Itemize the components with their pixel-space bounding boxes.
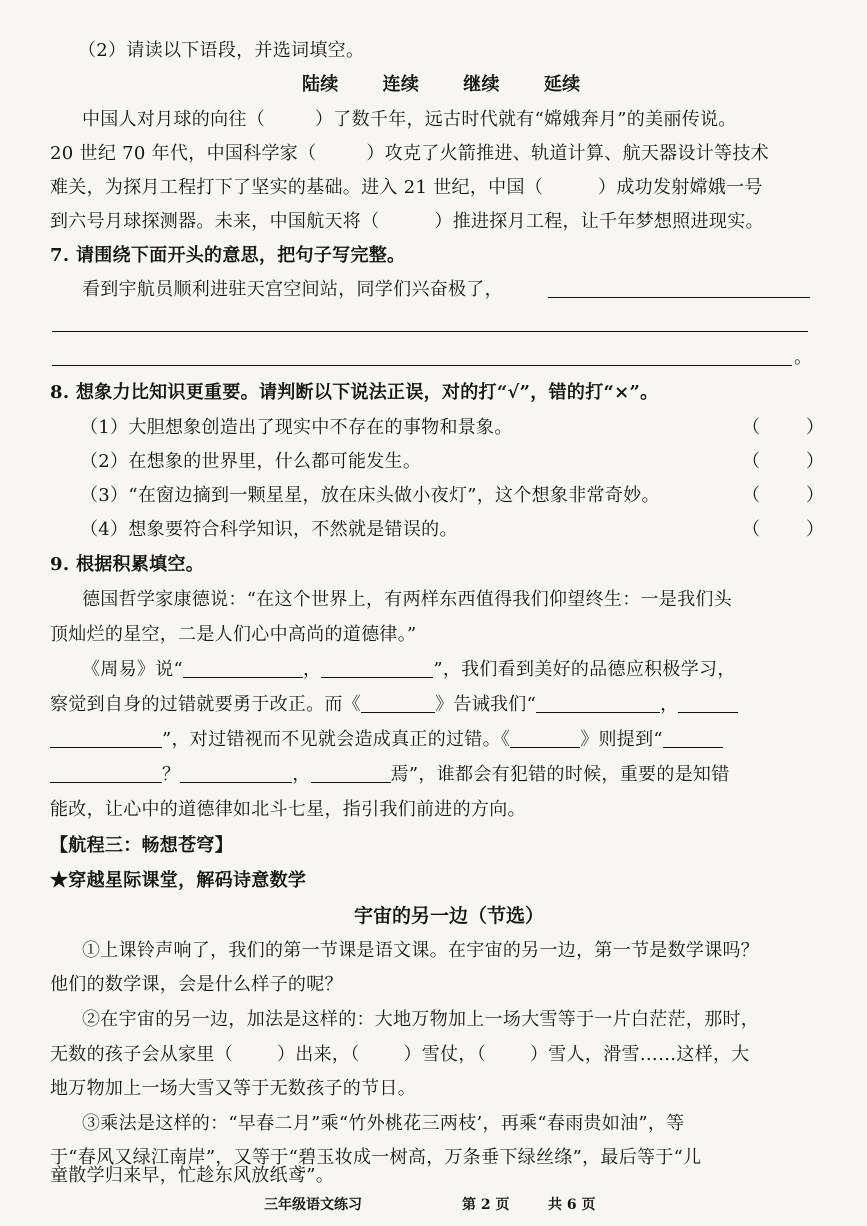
q6-word-choices bbox=[302, 72, 624, 98]
q9-fill-line-2: 察觉到自身的过错就要勇于改正。而《 》告诫我们“ ， bbox=[50, 692, 738, 718]
passage-p3-line-1: ③乘法是这样的：“早春二月”乘“竹外桃花三两枝’，再乘“春雨贵如油”，等 bbox=[82, 1113, 685, 1134]
q8-judge-box-1[interactable]: （ ） bbox=[742, 417, 824, 438]
q8-judge-box-4[interactable]: （ ） bbox=[742, 519, 824, 540]
q9-fill-line-3: ”，对过错视而不见就会造成真正的过错。《 》则提到“ bbox=[50, 727, 723, 753]
fill-blank[interactable] bbox=[50, 764, 162, 783]
q6-line-2: 20 世纪 70 年代，中国科学家（ ）攻克了火箭推进、轨道计算、航天器设计等技术 bbox=[50, 143, 769, 164]
passage-title: 宇宙的另一边（节选） bbox=[354, 905, 545, 927]
word-choice: 延续 bbox=[543, 74, 581, 95]
q7-title: 7. 请围绕下面开头的意思，把句子写完整。 bbox=[50, 245, 406, 266]
q9-title: 9. 根据积累填空。 bbox=[50, 554, 205, 575]
section-subheading: ★穿越星际课堂，解码诗意数学 bbox=[50, 870, 307, 891]
passage-p2-line-3: 地万物加上一场大雪又等于无数孩子的节日。 bbox=[50, 1078, 416, 1099]
footer-total-pages: 共 6 页 bbox=[548, 1197, 596, 1213]
q9-fill-line-4: ？ ， 焉”，谁都会有犯错的时候，重要的是知错 bbox=[50, 762, 730, 788]
passage-p2-line-1: ②在宇宙的另一边，加法是这样的：大地万物加上一场大雪等于一片白茫茫，那时， bbox=[82, 1009, 760, 1030]
fill-blank[interactable] bbox=[50, 729, 162, 748]
q8-item-3: （3）“在窗边摘到一颗星星，放在床头做小夜灯”，这个想象非常奇妙。 bbox=[80, 485, 660, 506]
q7-answer-line-2[interactable] bbox=[52, 331, 808, 332]
fill-blank[interactable] bbox=[510, 729, 580, 748]
q8-judge-box-2[interactable]: （ ） bbox=[742, 451, 824, 472]
section-heading: 【航程三：畅想苍穹】 bbox=[50, 835, 233, 856]
q9-kant-line-1: 德国哲学家康德说：“在这个世界上，有两样东西值得我们仰望终生：一是我们头 bbox=[82, 589, 732, 610]
q9-kant-line-2: 顶灿烂的星空，二是人们心中高尚的道德律。” bbox=[50, 624, 417, 645]
q6-line-1: 中国人对月球的向往（ ）了数千年，远古时代就有“嫦娥奔月”的美丽传说。 bbox=[82, 109, 737, 130]
q8-item-4: （4）想象要符合科学知识，不然就是错误的。 bbox=[80, 519, 458, 540]
footer-title: 三年级语文练习 bbox=[264, 1197, 362, 1213]
q8-title: 8. 想象力比知识更重要。请判断以下说法正误，对的打“√”，错的打“×”。 bbox=[50, 382, 659, 403]
passage-p2-line-2: 无数的孩子会从家里（ ）出来，（ ）雪仗，（ ）雪人，滑雪……这样，大 bbox=[50, 1044, 750, 1065]
q9-fill-line-5: 能改，让心中的道德律如北斗七星，指引我们前进的方向。 bbox=[50, 799, 526, 820]
word-choice: 连续 bbox=[382, 74, 420, 95]
q7-answer-line-3[interactable] bbox=[52, 365, 792, 366]
q6-line-3: 难关，为探月工程打下了坚实的基础。进入 21 世纪，中国（ ）成功发射嫦娥一号 bbox=[50, 177, 763, 198]
fill-blank[interactable] bbox=[183, 659, 303, 678]
q6-line-4: 到六号月球探测器。未来，中国航天将（ ）推进探月工程，让千年梦想照进现实。 bbox=[50, 211, 764, 232]
fill-blank[interactable] bbox=[663, 729, 723, 748]
q8-item-1: （1）大胆想象创造出了现实中不存在的事物和景象。 bbox=[80, 417, 513, 438]
q7-end-mark: 。 bbox=[794, 347, 813, 368]
q9-fill-line-1: 《周易》说“ ， ”，我们看到美好的品德应积极学习， bbox=[82, 659, 736, 680]
fill-blank[interactable] bbox=[321, 659, 433, 678]
fill-blank[interactable] bbox=[361, 694, 435, 713]
footer-page-number: 第 2 页 bbox=[462, 1197, 510, 1213]
q7-answer-line-1[interactable] bbox=[548, 297, 810, 298]
word-choice: 陆续 bbox=[302, 74, 339, 95]
passage-p1-line-2: 他们的数学课，会是什么样子的呢？ bbox=[50, 974, 343, 995]
passage-p3-line-2: 于“春风又绿江南岸”，又等于“碧玉妆成一树高，万条垂下绿丝绦”，最后等于“儿 bbox=[50, 1147, 702, 1168]
passage-p3-line-3: 童散学归来早，忙趁东风放纸鸢”。 bbox=[50, 1165, 335, 1186]
q7-prompt: 看到宇航员顺利进驻天宫空间站，同学们兴奋极了， bbox=[82, 279, 503, 300]
q6-sub2-instruction: （2）请读以下语段，并选词填空。 bbox=[78, 40, 365, 61]
word-choice: 继续 bbox=[463, 74, 500, 95]
fill-blank[interactable] bbox=[311, 764, 391, 783]
q8-judge-box-3[interactable]: （ ） bbox=[742, 485, 824, 506]
fill-blank[interactable] bbox=[536, 694, 660, 713]
q8-item-2: （2）在想象的世界里，什么都可能发生。 bbox=[80, 451, 422, 472]
fill-blank[interactable] bbox=[180, 764, 292, 783]
fill-blank[interactable] bbox=[678, 694, 738, 713]
passage-p1-line-1: ①上课铃声响了，我们的第一节课是语文课。在宇宙的另一边，第一节是数学课吗？ bbox=[82, 940, 760, 961]
